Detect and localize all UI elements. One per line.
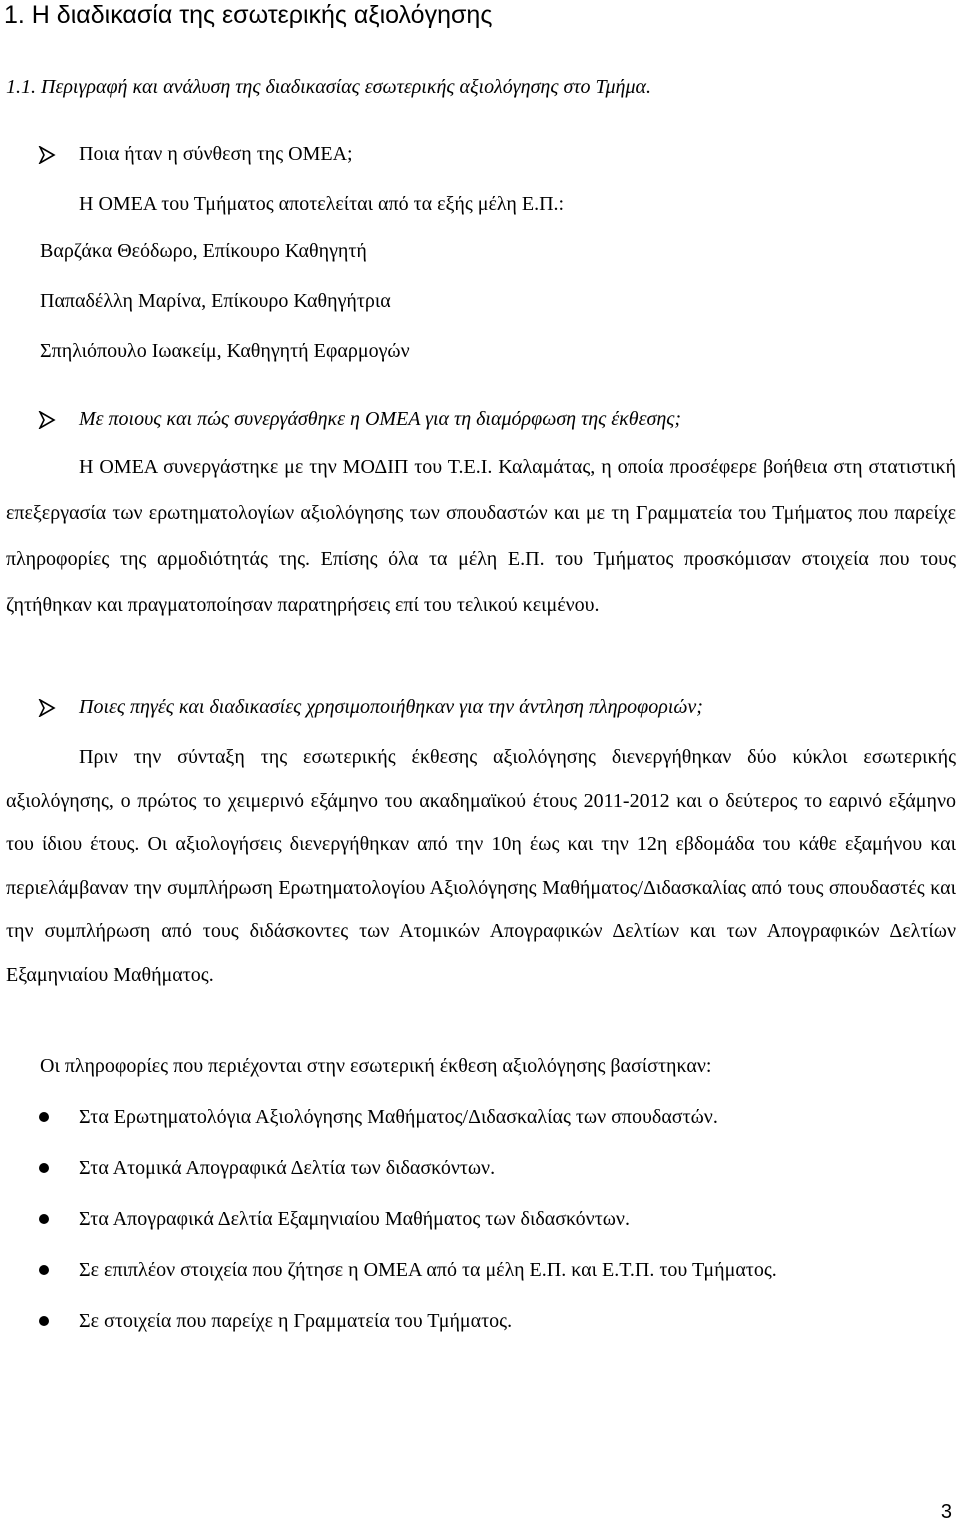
arrow-bullet-icon — [38, 699, 56, 717]
arrow-bullet-icon — [38, 411, 56, 429]
question-composition: Ποια ήταν η σύνθεση της ΟΜΕΑ; — [79, 143, 353, 165]
question-sources: Ποιες πηγές και διαδικασίες χρησιμοποιήθηκαν για την άντληση πληροφοριών; — [79, 696, 703, 718]
sources-intro: Οι πληροφορίες που περιέχονται στην εσωτερική έκθεση αξιολόγησης βασίστηκαν: — [40, 1055, 712, 1077]
sources-paragraph: Πριν την σύνταξη της εσωτερικής έκθεσης αξιολόγησης διενεργήθηκαν δύο κύκλοι εσωτερικής αξιολόγησης, ο πρώτος το χειμερινό εξάμηνο του ακαδημαϊκού έτους 2011-2012 και ο δεύτερος το εαρινό εξάμηνο του ίδιου έτους. Οι αξιολογήσεις διενεργήθηκαν από την 10η έως και την 12η εβδομάδα του κάθε εξαμήνου και περιελάμβαναν την συμπλήρωση Ερωτηματολογίου Αξιολόγησης Μαθήματος/Διδασκαλίας από τους σπουδαστές και την συμπλήρωση από τους διδάσκοντες των Ατομικών Απογραφικών Δελτίων και των Απογραφικών Δελτίων Εξαμηνιαίου Μαθήματος. — [6, 746, 956, 986]
bullet-icon — [39, 1316, 49, 1326]
list-item: Στα Ερωτηματολόγια Αξιολόγησης Μαθήματος/Διδασκαλίας των σπουδαστών. — [0, 1102, 960, 1132]
question-collaboration: Με ποιους και πώς συνεργάσθηκε η ΟΜΕΑ για τη διαμόρφωση της έκθεσης; — [79, 408, 682, 430]
list-item: Σε επιπλέον στοιχεία που ζήτησε η ΟΜΕΑ από τα μέλη Ε.Π. και Ε.Τ.Π. του Τμήματος. — [0, 1255, 960, 1285]
bullet-icon — [39, 1163, 49, 1173]
member-item: Σπηλιόπουλο Ιωακείμ, Καθηγητή Εφαρμογών — [40, 340, 410, 362]
subsection-heading: 1.1. Περιγραφή και ανάλυση της διαδικασίας εσωτερικής αξιολόγησης στο Τμήμα. — [6, 76, 652, 98]
bullet-icon — [39, 1214, 49, 1224]
bullet-icon — [39, 1112, 49, 1122]
bullet-icon — [39, 1265, 49, 1275]
section-heading: 1. Η διαδικασία της εσωτερικής αξιολόγησης — [4, 1, 493, 29]
list-item: Στα Ατομικά Απογραφικά Δελτία των διδασκόντων. — [0, 1153, 960, 1183]
answer-intro: Η ΟΜΕΑ του Τμήματος αποτελείται από τα εξής μέλη Ε.Π.: — [79, 193, 565, 215]
page-number: 3 — [940, 1501, 952, 1523]
member-item: Βαρζάκα Θεόδωρο, Επίκουρο Καθηγητή — [40, 240, 367, 262]
member-item: Παπαδέλλη Μαρίνα, Επίκουρο Καθηγήτρια — [40, 290, 391, 312]
collaboration-paragraph: Η ΟΜΕΑ συνεργάστηκε με την ΜΟΔΙΠ του Τ.Ε.Ι. Καλαμάτας, η οποία προσέφερε βοήθεια στη στατιστική επεξεργασία των ερωτηματολογίων αξιολόγησης των σπουδαστών και με τη Γραμματεία του Τμήματος που παρείχε πληροφορίες της αρμοδιότητάς της. Επίσης όλα τα μέλη Ε.Π. του Τμήματος προσκόμισαν στοιχεία που τους ζητήθηκαν και πραγματοποίησαν παρατηρήσεις επί του τελικού κειμένου. — [6, 456, 956, 616]
list-item: Στα Απογραφικά Δελτία Εξαμηνιαίου Μαθήματος των διδασκόντων. — [0, 1204, 960, 1234]
arrow-bullet-icon — [38, 146, 56, 164]
list-item: Σε στοιχεία που παρείχε η Γραμματεία του Τμήματος. — [0, 1306, 960, 1336]
